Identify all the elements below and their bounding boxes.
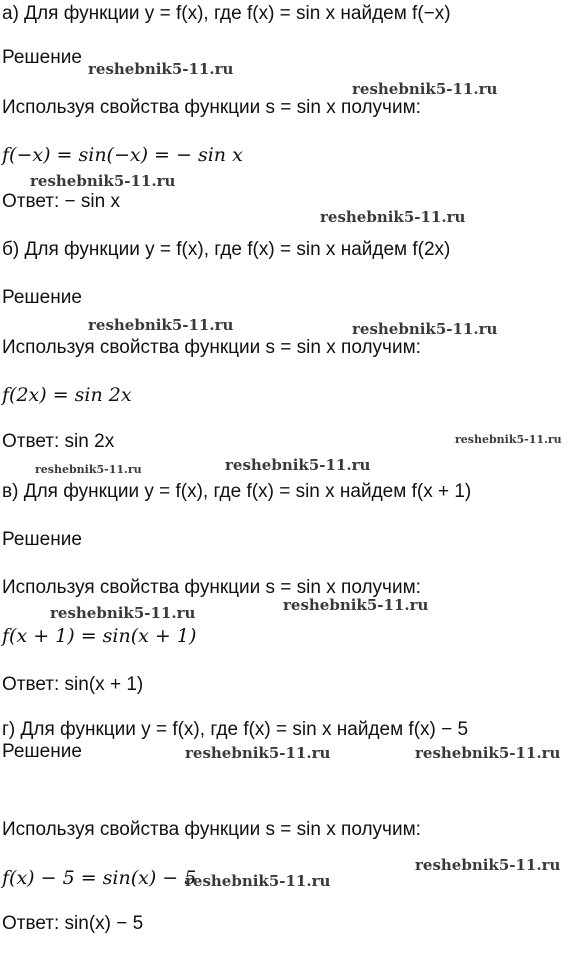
equation-g: f(x) − 5 = sin(x) − 5: [2, 867, 197, 889]
watermark: reshebnik5-11.ru: [35, 463, 142, 476]
watermark: reshebnik5-11.ru: [88, 60, 234, 78]
watermark: reshebnik5-11.ru: [352, 320, 498, 338]
method-v: Используя свойства функции s = sin x получим:: [2, 577, 421, 598]
watermark: reshebnik5-11.ru: [320, 208, 466, 226]
watermark: reshebnik5-11.ru: [185, 872, 331, 890]
answer-a: Ответ: − sin x: [2, 191, 120, 212]
watermark: reshebnik5-11.ru: [283, 596, 429, 614]
watermark: reshebnik5-11.ru: [88, 316, 234, 334]
watermark: reshebnik5-11.ru: [415, 856, 561, 874]
watermark: reshebnik5-11.ru: [185, 744, 331, 762]
answer-b: Ответ: sin 2x: [2, 431, 115, 452]
solution-heading-v: Решение: [2, 529, 82, 550]
equation-a: f(−x) = sin(−x) = − sin x: [2, 144, 243, 166]
task-a: а) Для функции y = f(x), где f(x) = sin x найдем f(−x): [2, 3, 451, 24]
task-v: в) Для функции y = f(x), где f(x) = sin x найдем f(x + 1): [2, 481, 472, 502]
equation-b: f(2x) = sin 2x: [2, 384, 132, 406]
task-g: г) Для функции y = f(x), где f(x) = sin x найдем f(x) − 5: [2, 719, 469, 740]
solution-heading-a: Решение: [2, 47, 82, 68]
method-b: Используя свойства функции s = sin x получим:: [2, 337, 421, 358]
method-g: Используя свойства функции s = sin x получим:: [2, 819, 421, 840]
watermark: reshebnik5-11.ru: [30, 172, 176, 190]
answer-g: Ответ: sin(x) − 5: [2, 913, 144, 934]
answer-v: Ответ: sin(x + 1): [2, 674, 144, 695]
watermark: reshebnik5-11.ru: [50, 604, 196, 622]
equation-v: f(x + 1) = sin(x + 1): [2, 625, 197, 647]
method-a: Используя свойства функции s = sin x получим:: [2, 97, 421, 118]
solution-heading-b: Решение: [2, 287, 82, 308]
task-b: б) Для функции y = f(x), где f(x) = sin x найдем f(2x): [2, 239, 451, 260]
watermark: reshebnik5-11.ru: [225, 456, 371, 474]
solution-heading-g: Решение: [2, 741, 82, 762]
watermark: reshebnik5-11.ru: [455, 433, 562, 446]
watermark: reshebnik5-11.ru: [352, 80, 498, 98]
watermark: reshebnik5-11.ru: [415, 744, 561, 762]
